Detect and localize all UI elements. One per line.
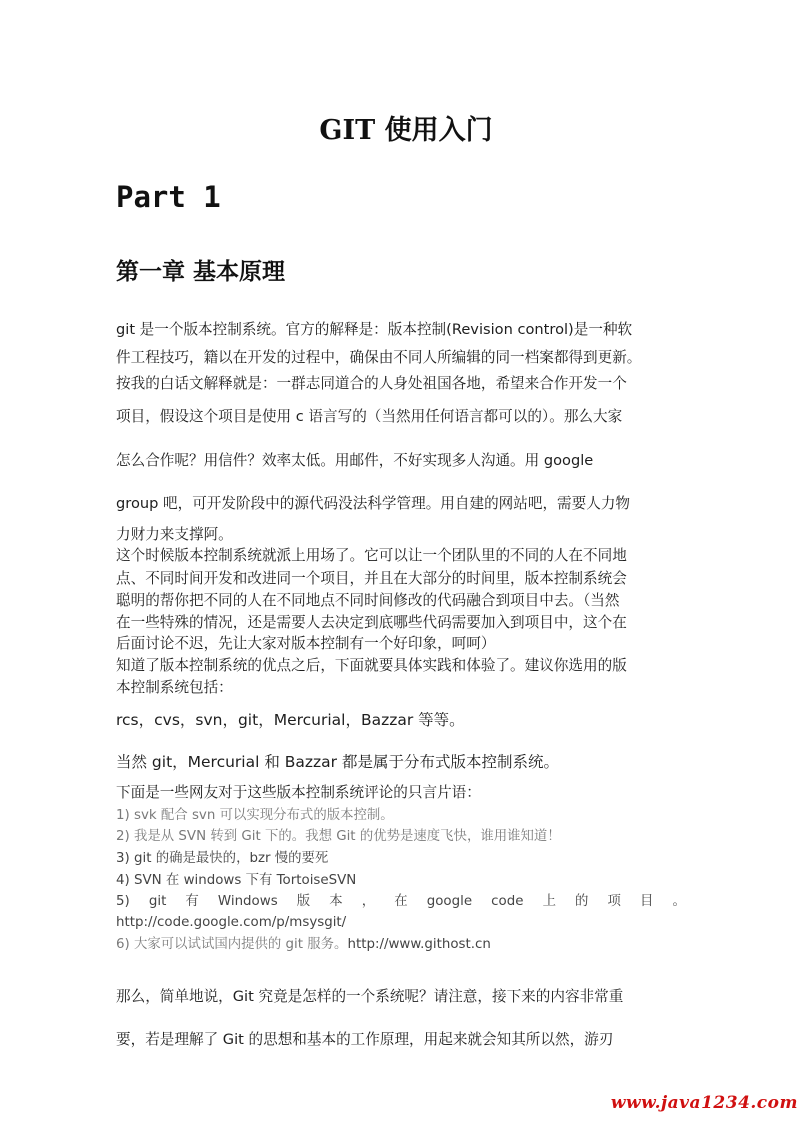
- comment-word: 在: [394, 894, 408, 909]
- comment-item: 4) SVN 在 windows 下有 TortoiseSVN: [116, 873, 357, 888]
- comment-url: http://code.google.com/p/msysgit/: [116, 915, 347, 930]
- body-line: 本控制系统包括：: [116, 679, 233, 696]
- comment-text: 6) 大家可以试试国内提供的 git 服务。: [116, 937, 348, 952]
- intro-line: 按我的白话文解释就是：一群志同道合的人身处祖国各地，希望来合作开发一个: [116, 375, 627, 392]
- comment-item: 3) git 的确是最快的，bzr 慢的要死: [116, 851, 329, 866]
- vcs-list: rcs，cvs，svn，git，Mercurial，Bazzar 等等。: [116, 711, 465, 729]
- comment-word: ，: [361, 894, 376, 909]
- comment-word: git: [148, 894, 167, 909]
- comment-word: 目: [640, 894, 654, 909]
- closing-line: 要，若是理解了 Git 的思想和基本的工作原理，用起来就会知其所以然，游刃: [116, 1031, 614, 1048]
- closing-line: 那么，简单地说，Git 究竟是怎样的一个系统呢？请注意，接下来的内容非常重: [116, 988, 624, 1005]
- intro-line: 力财力来支撑阿。: [116, 526, 233, 543]
- comment-word: 版: [296, 894, 311, 909]
- watermark: www.java1234.com: [610, 1093, 798, 1113]
- body-line: 聪明的帮你把不同的人在不同地点不同时间修改的代码融合到项目中去。（当然: [116, 592, 620, 609]
- comment-word: google: [426, 894, 473, 909]
- chapter-heading: 第一章 基本原理: [116, 258, 286, 285]
- body-line: 知道了版本控制系统的优点之后，下面就要具体实践和体验了。建议你选用的版: [116, 657, 627, 674]
- intro-line: 怎么合作呢？用信件？效率太低。用邮件，不好实现多人沟通。用 google: [116, 452, 594, 469]
- comment-word: 的: [575, 894, 589, 909]
- document-title: GIT 使用入门: [319, 115, 493, 146]
- comment-word: 有: [185, 894, 199, 909]
- body-line: 点、不同时间开发和改进同一个项目，并且在大部分的时间里，版本控制系统会: [116, 570, 627, 587]
- part-heading: Part 1: [116, 180, 221, 214]
- body-line: 这个时候版本控制系统就派上用场了。它可以让一个团队里的不同的人在不同地: [116, 547, 627, 564]
- intro-line: 件工程技巧，籍以在开发的过程中，确保由不同人所编辑的同一档案都得到更新。: [116, 349, 642, 366]
- comment-word: 本: [329, 894, 343, 909]
- comment-word: 项: [607, 894, 621, 909]
- intro-line: group 吧，可开发阶段中的源代码没法科学管理。用自建的网站吧，需要人力物: [116, 495, 631, 512]
- comment-url: http://www.githost.cn: [347, 937, 491, 952]
- distributed-note: 当然 git，Mercurial 和 Bazzar 都是属于分布式版本控制系统。: [116, 753, 559, 771]
- comment-item-5: [116, 893, 686, 911]
- intro-line: 项目，假设这个项目是使用 c 语言写的（当然用任何语言都可以的）。那么大家: [116, 408, 623, 425]
- comments-intro: 下面是一些网友对于这些版本控制系统评论的只言片语：: [116, 784, 481, 801]
- comment-item: 2) 我是从 SVN 转到 Git 下的。我想 Git 的优势是速度飞快，谁用谁知道！: [116, 829, 561, 844]
- comment-word: Windows: [217, 894, 278, 909]
- body-line: 后面讨论不迟，先让大家对版本控制有一个好印象，呵呵）: [116, 635, 496, 652]
- comment-item: 1) svk 配合 svn 可以实现分布式的版本控制。: [116, 808, 394, 823]
- body-line: 在一些特殊的情况，还是需要人去决定到底哪些代码需要加入到项目中，这个在: [116, 614, 627, 631]
- comment-item-6: [116, 935, 491, 954]
- comment-word: 。: [672, 894, 686, 909]
- comment-word: 上: [542, 894, 556, 909]
- intro-line: git 是一个版本控制系统。官方的解释是：版本控制(Revision control)是一种软: [116, 321, 633, 338]
- comment-word: 5): [116, 894, 130, 909]
- comment-word: code: [491, 894, 524, 909]
